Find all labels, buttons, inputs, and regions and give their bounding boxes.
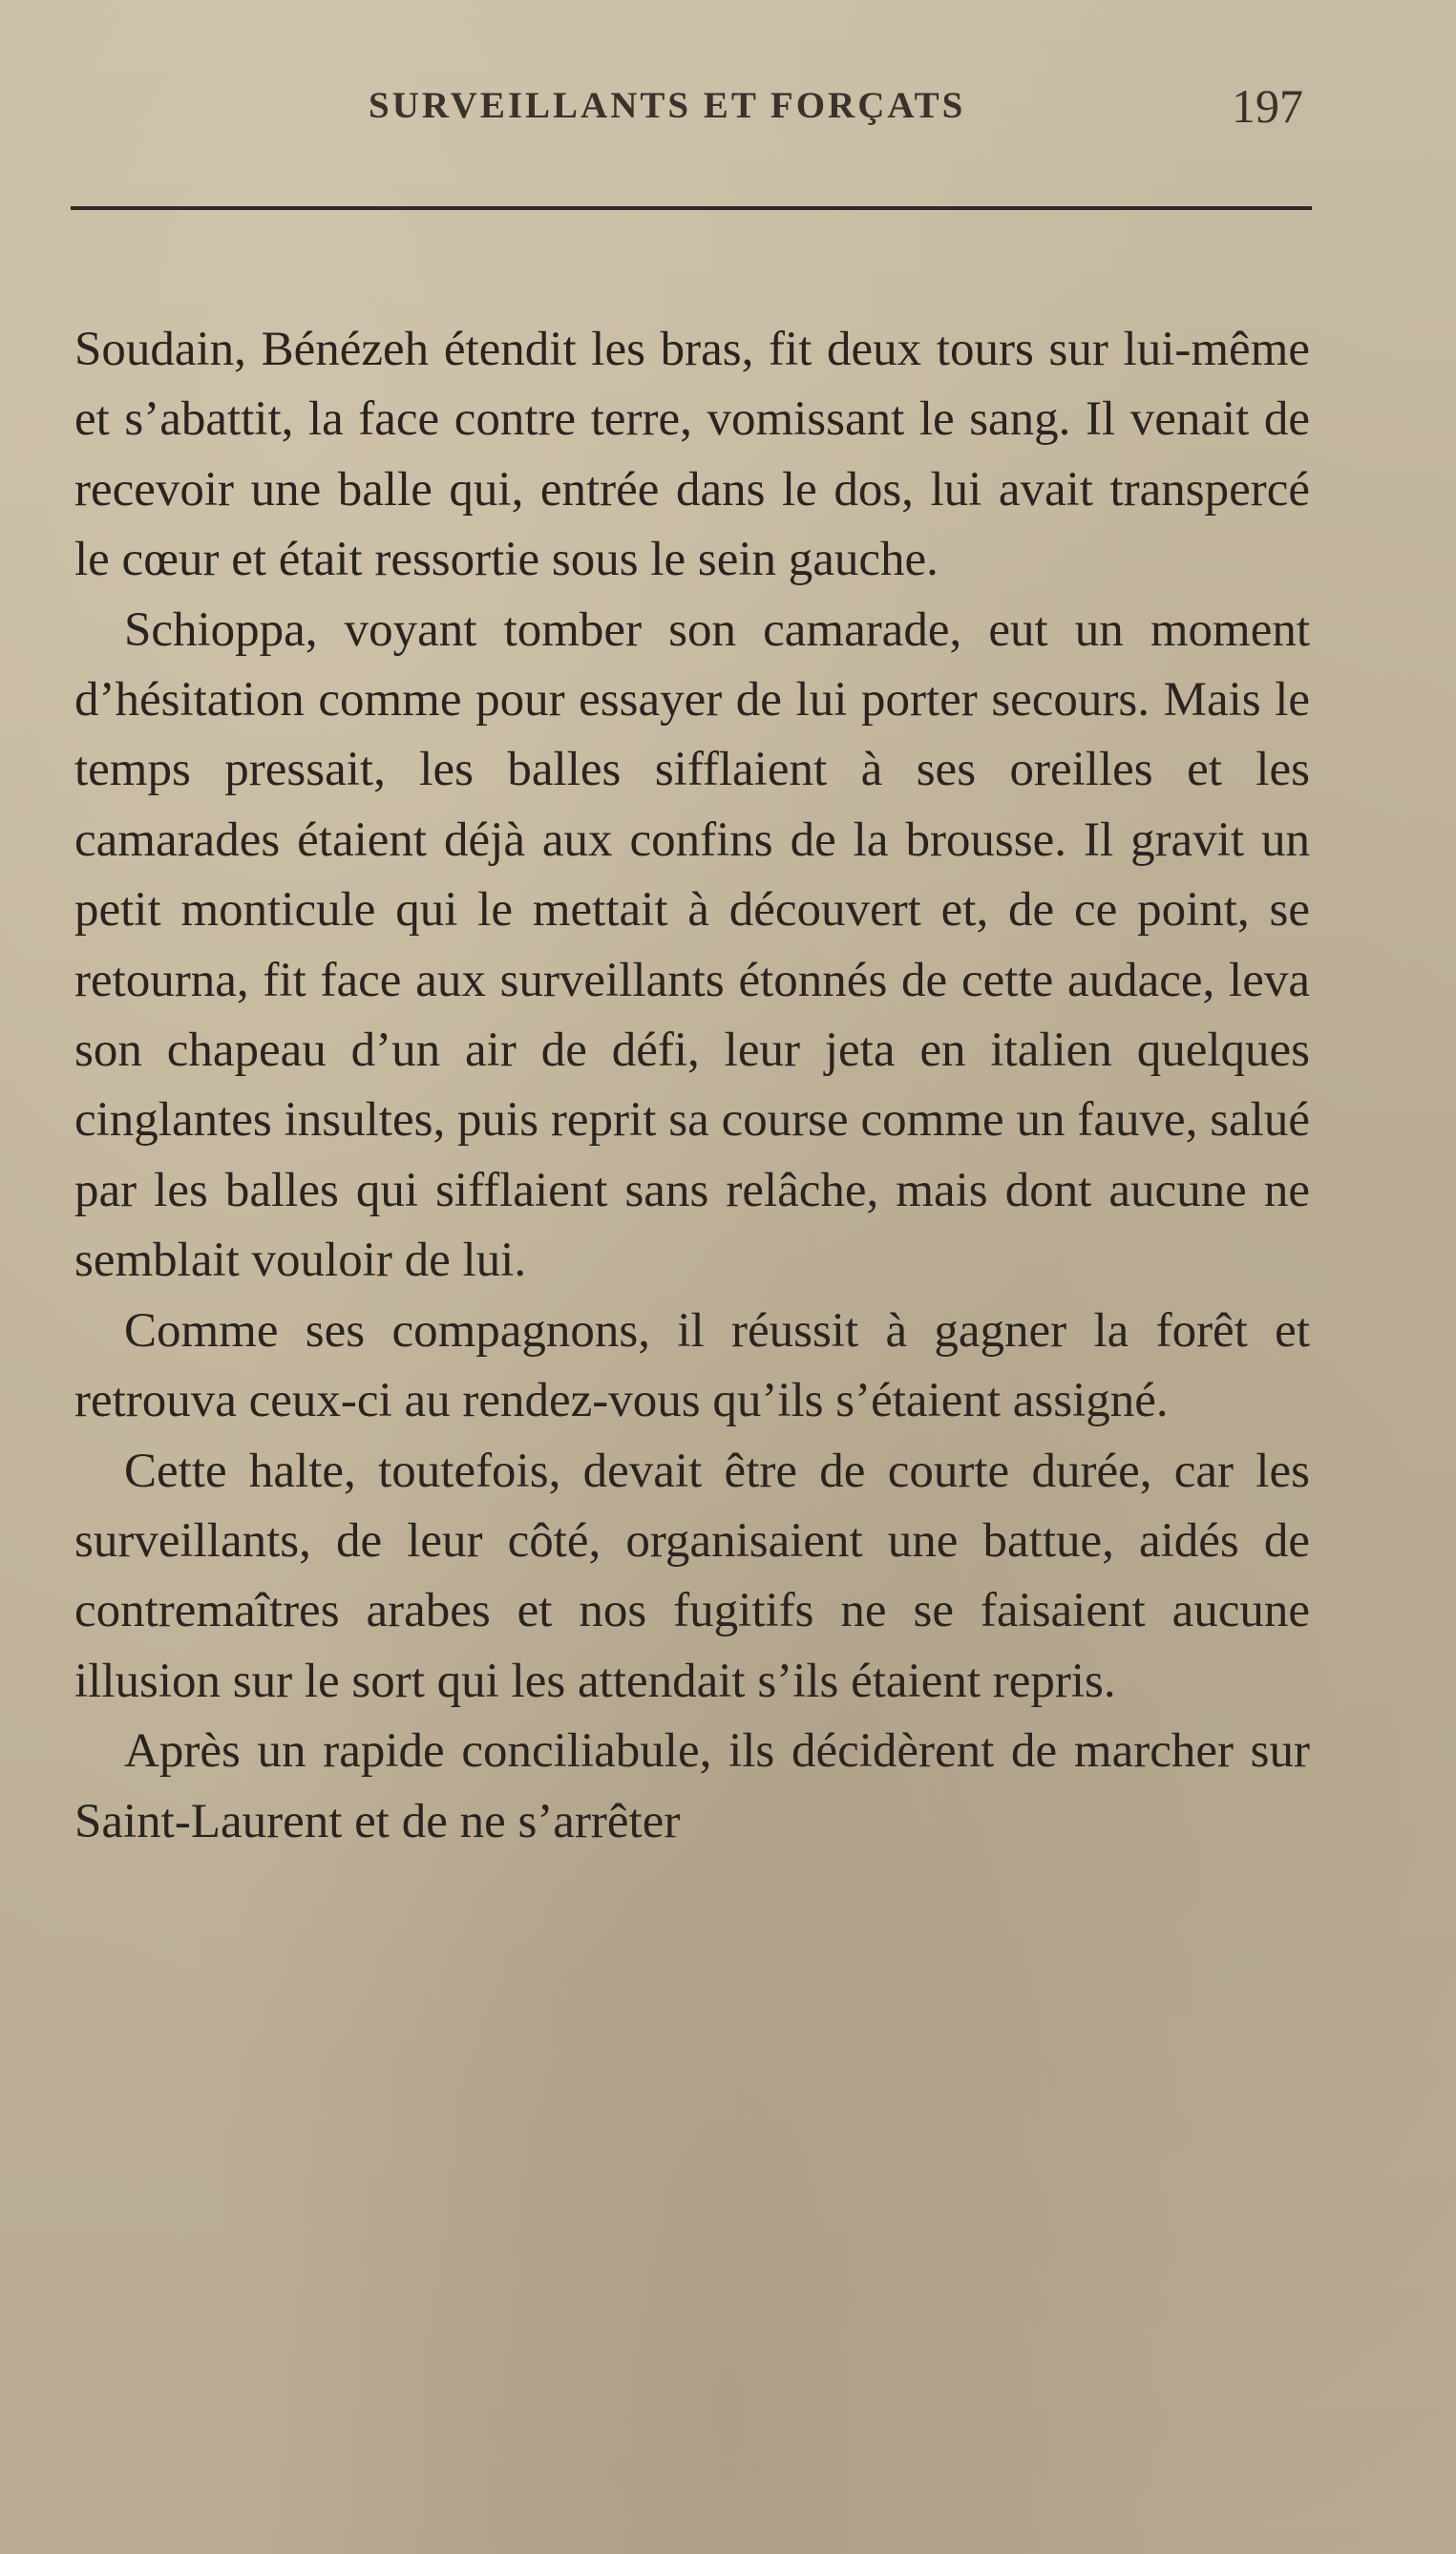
paragraph-1-text: Soudain, Bénézeh étendit les bras, fit deux tours sur lui-même et s’abattit, la face contre terre, vomissant le sang. Il venait de recevoir une balle qui, entrée dans le dos, lui avait transpercé le cœur et était ressortie sous le sein gauche. [74, 323, 1310, 587]
page-number: 197 [1232, 79, 1303, 133]
paragraph-3-text: Comme ses compagnons, il réussit à gagner la forêt et retrouva ceux-ci au rendez-vous qu’ils s’étaient assigné. [74, 1303, 1310, 1428]
paragraph-3 [74, 1297, 1310, 1437]
paragraph-2-text: Schioppa, voyant tomber son camarade, eut un moment d’hésitation comme pour essayer de lui porter secours. Mais le temps pressait, les balles sifflaient à ses oreilles et les camarades étaient déjà aux confins de la brousse. Il gravit un petit monticule qui le mettait à découvert et, de ce point, se retourna, fit face aux surveillants étonnés de cette audace, leva son chapeau d’un air de défi, leur jeta en italien quelques cinglantes insultes, puis reprit sa course comme un fauve, salué par les balles qui sifflaient sans relâche, mais dont aucune ne semblait vouloir de lui. [74, 602, 1310, 1288]
paragraph-1 [74, 315, 1310, 596]
paragraph-5 [74, 1717, 1310, 1857]
body-text [74, 315, 1310, 1857]
header-rule [71, 206, 1312, 210]
paragraph-4-text: Cette halte, toutefois, devait être de courte durée, car les surveillants, de leur côté, organisaient une battue, aidés de contremaîtres arabes et nos fugitifs ne se faisaient aucune illusion sur le sort qui les attendait s’ils étaient repris. [74, 1444, 1310, 1708]
running-head [0, 78, 1456, 136]
paragraph-4 [74, 1437, 1310, 1718]
paragraph-2 [74, 596, 1310, 1297]
running-title: SURVEILLANTS ET FORÇATS [369, 85, 966, 126]
paragraph-5-text: Après un rapide conciliabule, ils décidèrent de marcher sur Saint-Laurent et de ne s’arrêter [74, 1724, 1310, 1848]
